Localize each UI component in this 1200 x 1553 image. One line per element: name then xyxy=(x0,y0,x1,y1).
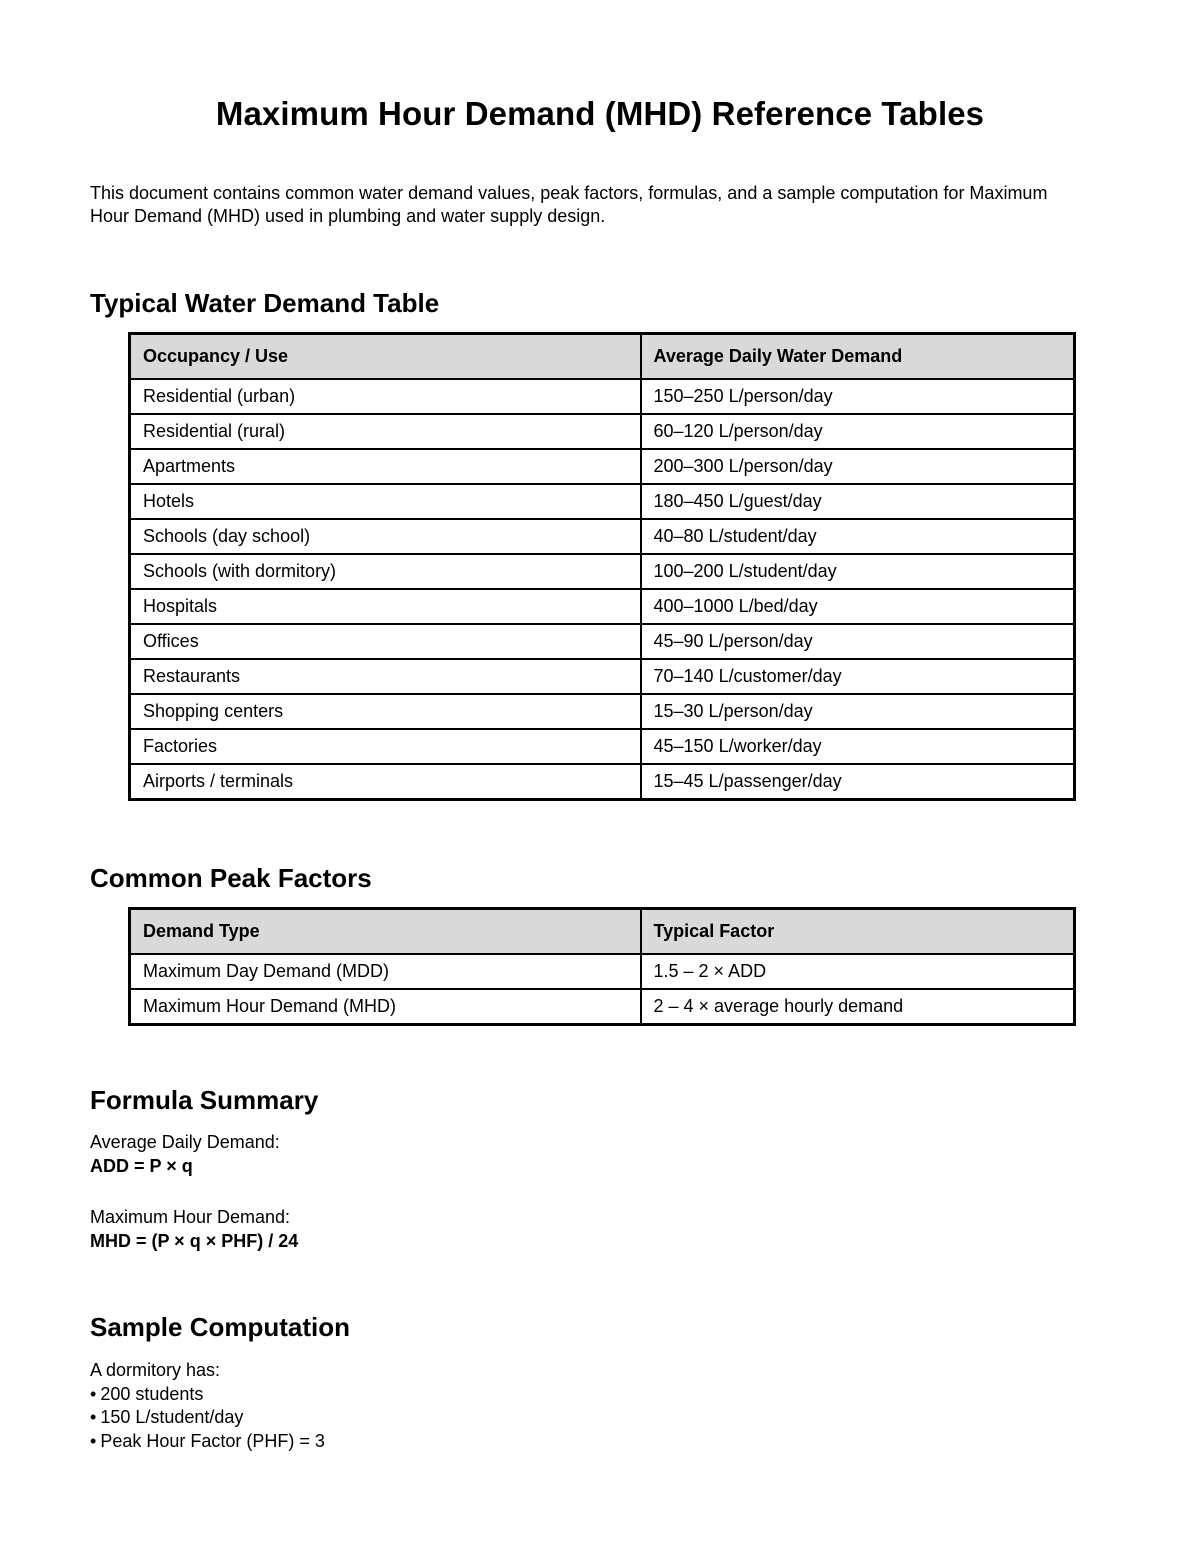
table-row xyxy=(130,484,1075,519)
peak-factors-heading: Common Peak Factors xyxy=(90,863,372,893)
bullet-icon: • xyxy=(90,1407,97,1427)
peak-factors-table xyxy=(128,907,1076,1026)
demand-cell: 200–300 L/person/day xyxy=(641,449,1075,484)
occupancy-cell: Residential (rural) xyxy=(130,414,641,449)
formula-summary-heading: Formula Summary xyxy=(90,1085,319,1115)
demand-cell: 100–200 L/student/day xyxy=(641,554,1075,589)
occupancy-cell: Schools (day school) xyxy=(130,519,641,554)
list-item-text: 200 students xyxy=(100,1383,204,1404)
table-row xyxy=(130,729,1075,764)
demand-type-cell: Maximum Hour Demand (MHD) xyxy=(130,989,641,1025)
occupancy-cell: Factories xyxy=(130,729,641,764)
mhd-formula-label: Maximum Hour Demand: xyxy=(90,1207,291,1227)
demand-table-heading: Typical Water Demand Table xyxy=(90,288,440,318)
table-row xyxy=(130,519,1075,554)
demand-cell: 400–1000 L/bed/day xyxy=(641,589,1075,624)
occupancy-cell: Shopping centers xyxy=(130,694,641,729)
demand-cell: 15–30 L/person/day xyxy=(641,694,1075,729)
occupancy-cell: Residential (urban) xyxy=(130,379,641,414)
sample-list xyxy=(90,1383,325,1454)
table-row xyxy=(130,989,1075,1025)
demand-table xyxy=(128,332,1076,801)
list-item-text: Peak Hour Factor (PHF) = 3 xyxy=(100,1430,325,1451)
list-item xyxy=(90,1430,325,1454)
table-row xyxy=(130,624,1075,659)
column-header-typical-factor: Typical Factor xyxy=(641,909,1075,955)
list-item-text: 150 L/student/day xyxy=(100,1407,244,1427)
demand-table-header-row xyxy=(130,334,1075,380)
add-formula-expression: ADD = P × q xyxy=(90,1156,193,1176)
demand-cell: 15–45 L/passenger/day xyxy=(641,764,1075,800)
table-row xyxy=(130,954,1075,989)
column-header-occupancy: Occupancy / Use xyxy=(130,334,641,380)
sample-intro: A dormitory has: xyxy=(90,1360,221,1380)
typical-factor-cell: 1.5 – 2 × ADD xyxy=(641,954,1075,989)
occupancy-cell: Restaurants xyxy=(130,659,641,694)
occupancy-cell: Airports / terminals xyxy=(130,764,641,800)
table-row xyxy=(130,449,1075,484)
column-header-demand-type: Demand Type xyxy=(130,909,641,955)
typical-factor-cell: 2 – 4 × average hourly demand xyxy=(641,989,1075,1025)
table-row xyxy=(130,694,1075,729)
mhd-formula-expression: MHD = (P × q × PHF) / 24 xyxy=(90,1231,299,1251)
add-formula xyxy=(90,1130,280,1178)
occupancy-cell: Hotels xyxy=(130,484,641,519)
sample-computation xyxy=(90,1359,325,1453)
demand-cell: 180–450 L/guest/day xyxy=(641,484,1075,519)
table-row xyxy=(130,589,1075,624)
demand-cell: 150–250 L/person/day xyxy=(641,379,1075,414)
table-row xyxy=(130,554,1075,589)
list-item xyxy=(90,1406,325,1430)
demand-cell: 45–90 L/person/day xyxy=(641,624,1075,659)
add-formula-label: Average Daily Demand: xyxy=(90,1132,280,1152)
peak-table-header-row xyxy=(130,909,1075,955)
column-header-average-daily-demand: Average Daily Water Demand xyxy=(641,334,1075,380)
demand-cell: 60–120 L/person/day xyxy=(641,414,1075,449)
sample-computation-heading: Sample Computation xyxy=(90,1312,351,1342)
bullet-icon: • xyxy=(90,1383,97,1404)
list-item xyxy=(90,1383,325,1407)
occupancy-cell: Schools (with dormitory) xyxy=(130,554,641,589)
demand-cell: 45–150 L/worker/day xyxy=(641,729,1075,764)
demand-cell: 40–80 L/student/day xyxy=(641,519,1075,554)
occupancy-cell: Apartments xyxy=(130,449,641,484)
table-row xyxy=(130,414,1075,449)
demand-type-cell: Maximum Day Demand (MDD) xyxy=(130,954,641,989)
table-row xyxy=(130,659,1075,694)
occupancy-cell: Offices xyxy=(130,624,641,659)
mhd-formula xyxy=(90,1205,298,1253)
demand-cell: 70–140 L/customer/day xyxy=(641,659,1075,694)
document-title: Maximum Hour Demand (MHD) Reference Tables xyxy=(215,95,985,132)
intro-paragraph: This document contains common water demand values, peak factors, formulas, and a sample computation for Maximum Hour Demand (MHD) used in plumbing and water supply design. xyxy=(90,183,1048,226)
table-row xyxy=(130,379,1075,414)
table-row xyxy=(130,764,1075,800)
bullet-icon: • xyxy=(90,1430,97,1451)
occupancy-cell: Hospitals xyxy=(130,589,641,624)
